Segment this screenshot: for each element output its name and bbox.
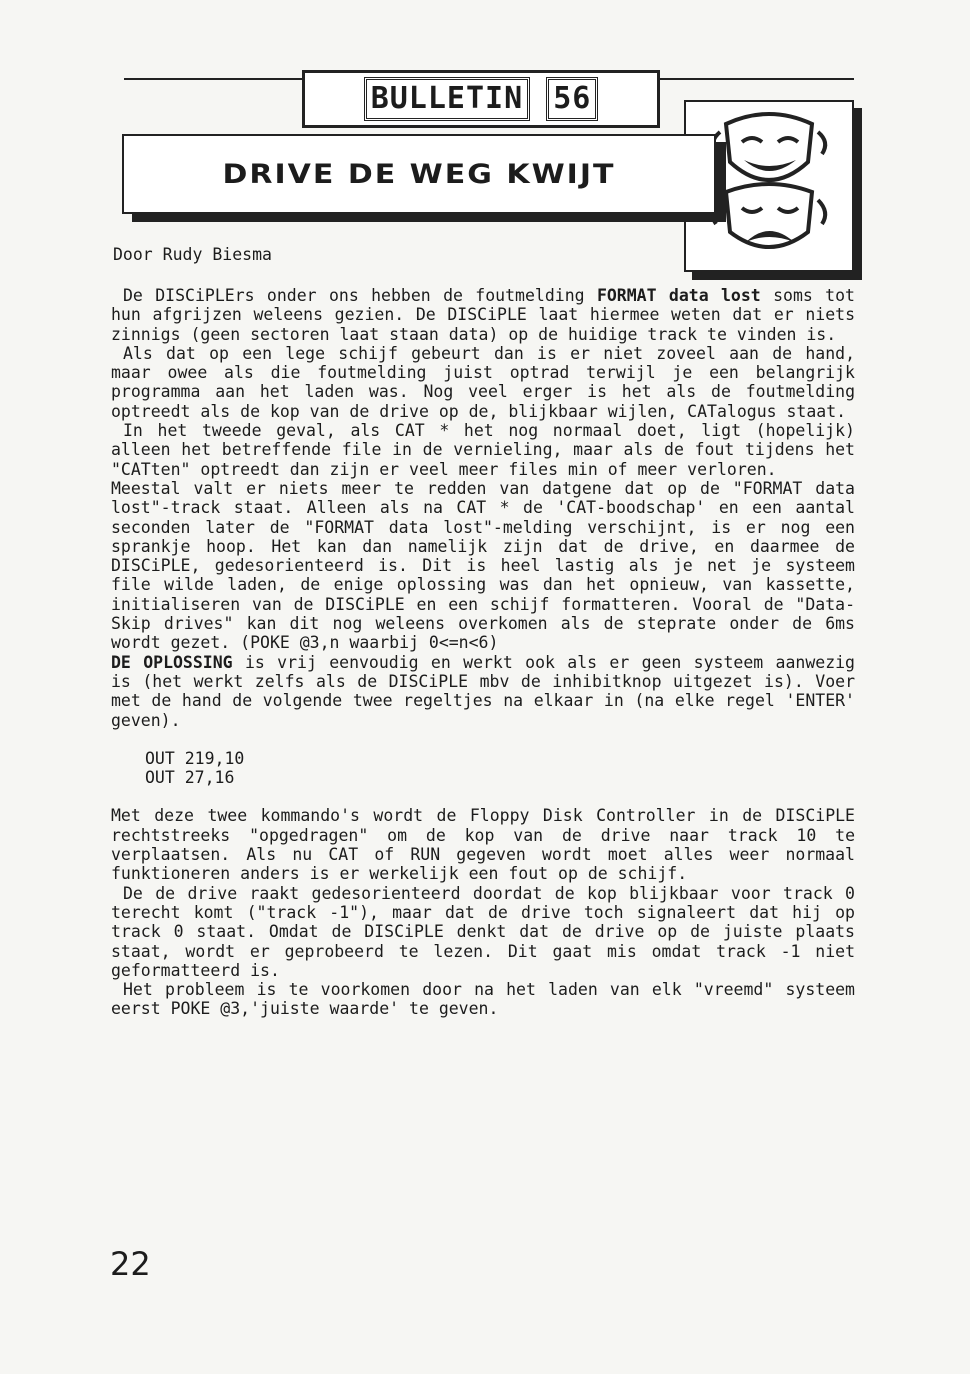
header-rule-left — [124, 78, 302, 80]
banner-number: 56 — [546, 77, 598, 121]
article-title-box — [122, 134, 716, 214]
paragraph-4: Meestal valt er niets meer te redden van datgene dat op de "FORMAT data lost"-track staat. Alleen als na CAT * de 'CAT-boodschap' en een aantal seconden later de "FORMAT data lost"-melding verschijnt, is er nog een sprankje hoop. Het kan dan namelijk zijn dat de drive, en daarmee de DISCiPLE, gedesorienteerd is. Dit is heel lastig als je net je systeem file wilde laden, de enige oplossing was dan het opnieuw, van kassette, initialiseren van de DISCiPLE en een schijf formatteren. Vooral de "Data-Skip drives" kan dit nog weleens overkomen als de steprate onder de 6ms wordt gezet. (POKE @3,n waarbij 0<=n<6) — [111, 478, 855, 653]
bulletin-banner — [302, 70, 660, 128]
paragraph-7: De de drive raakt gedesorienteerd doordat de kop blijkbaar voor track 0 terecht komt ("track -1"), maar dat de drive toch signaleert dat hij op track 0 staat. Omdat de DISCiPLE denkt dat de drive op de juiste plaats staat, wordt er geprobeerd te lezen. Dit gaat mis omdat track -1 niet geformatteerd is. — [111, 883, 855, 980]
code-line-2: OUT 27,16 — [145, 768, 235, 788]
paragraph-6: Met deze twee kommando's wordt de Floppy Disk Controller in de DISCiPLE rechtstreeks "opgedragen" om de kop van de drive naar track 10 te verplaatsen. Als nu CAT of RUN gegeven wordt moet alles weer normaal funktioneren anders is er werkelijk een fout op de schijf. — [111, 806, 855, 884]
banner-word: BULLETIN — [364, 77, 531, 121]
article-body — [111, 286, 855, 1019]
paragraph-8: Het probleem is te voorkomen door na het laden van elk "vreemd" systeem eerst POKE @3,'juiste waarde' te geven. — [111, 980, 855, 1019]
article-byline: Door Rudy Biesma — [113, 245, 272, 264]
paragraph-5 — [111, 653, 855, 730]
page-number: 22 — [110, 1245, 151, 1283]
paragraph-3: In het tweede geval, als CAT * het nog normaal doet, ligt (hopelijk) alleen het betreffende file in de vernieling, maar als de fout tijdens het "CATten" optreedt dan zijn er veel meer files min of meer verloren. — [111, 421, 855, 479]
paragraph-1-text-a: De DISCiPLErs onder ons hebben de foutmelding — [123, 286, 597, 305]
article-title: DRIVE DE WEG KWIJT — [222, 158, 616, 190]
paragraph-5-text: is vrij eenvoudig en werkt ook als er geen systeem aanwezig is (het werkt zelfs als de DISCiPLE mbv de inhibitknop uitgezet is). Voer met de hand de volgende twee regeltjes na elkaar in (na elke regel 'ENTER' geven). — [111, 652, 855, 730]
header-rule-right — [654, 78, 854, 80]
paragraph-1 — [111, 286, 855, 344]
paragraph-2: Als dat op een lege schijf gebeurt dan is er niet zoveel aan de hand, maar owee als die foutmelding juist optrad terwijl je een belangrijk programma aan het laden was. Nog veel erger is het als de foutmelding optreedt als de kop van de drive op de, blijkbaar wijlen, CATalogus staat. — [111, 343, 855, 421]
paragraph-5-bold: DE OPLOSSING — [111, 652, 233, 672]
paragraph-1-text-b: soms tot hun afgrijzen weleens gezien. De DISCiPLE laat hiermee weten dat er niets zinnigs (geen sectoren laat staan data) op de huidige track te vinden is. — [111, 286, 855, 344]
code-line-1: OUT 219,10 — [145, 748, 245, 768]
paragraph-1-bold: FORMAT data lost — [596, 286, 761, 305]
code-block — [145, 749, 855, 788]
